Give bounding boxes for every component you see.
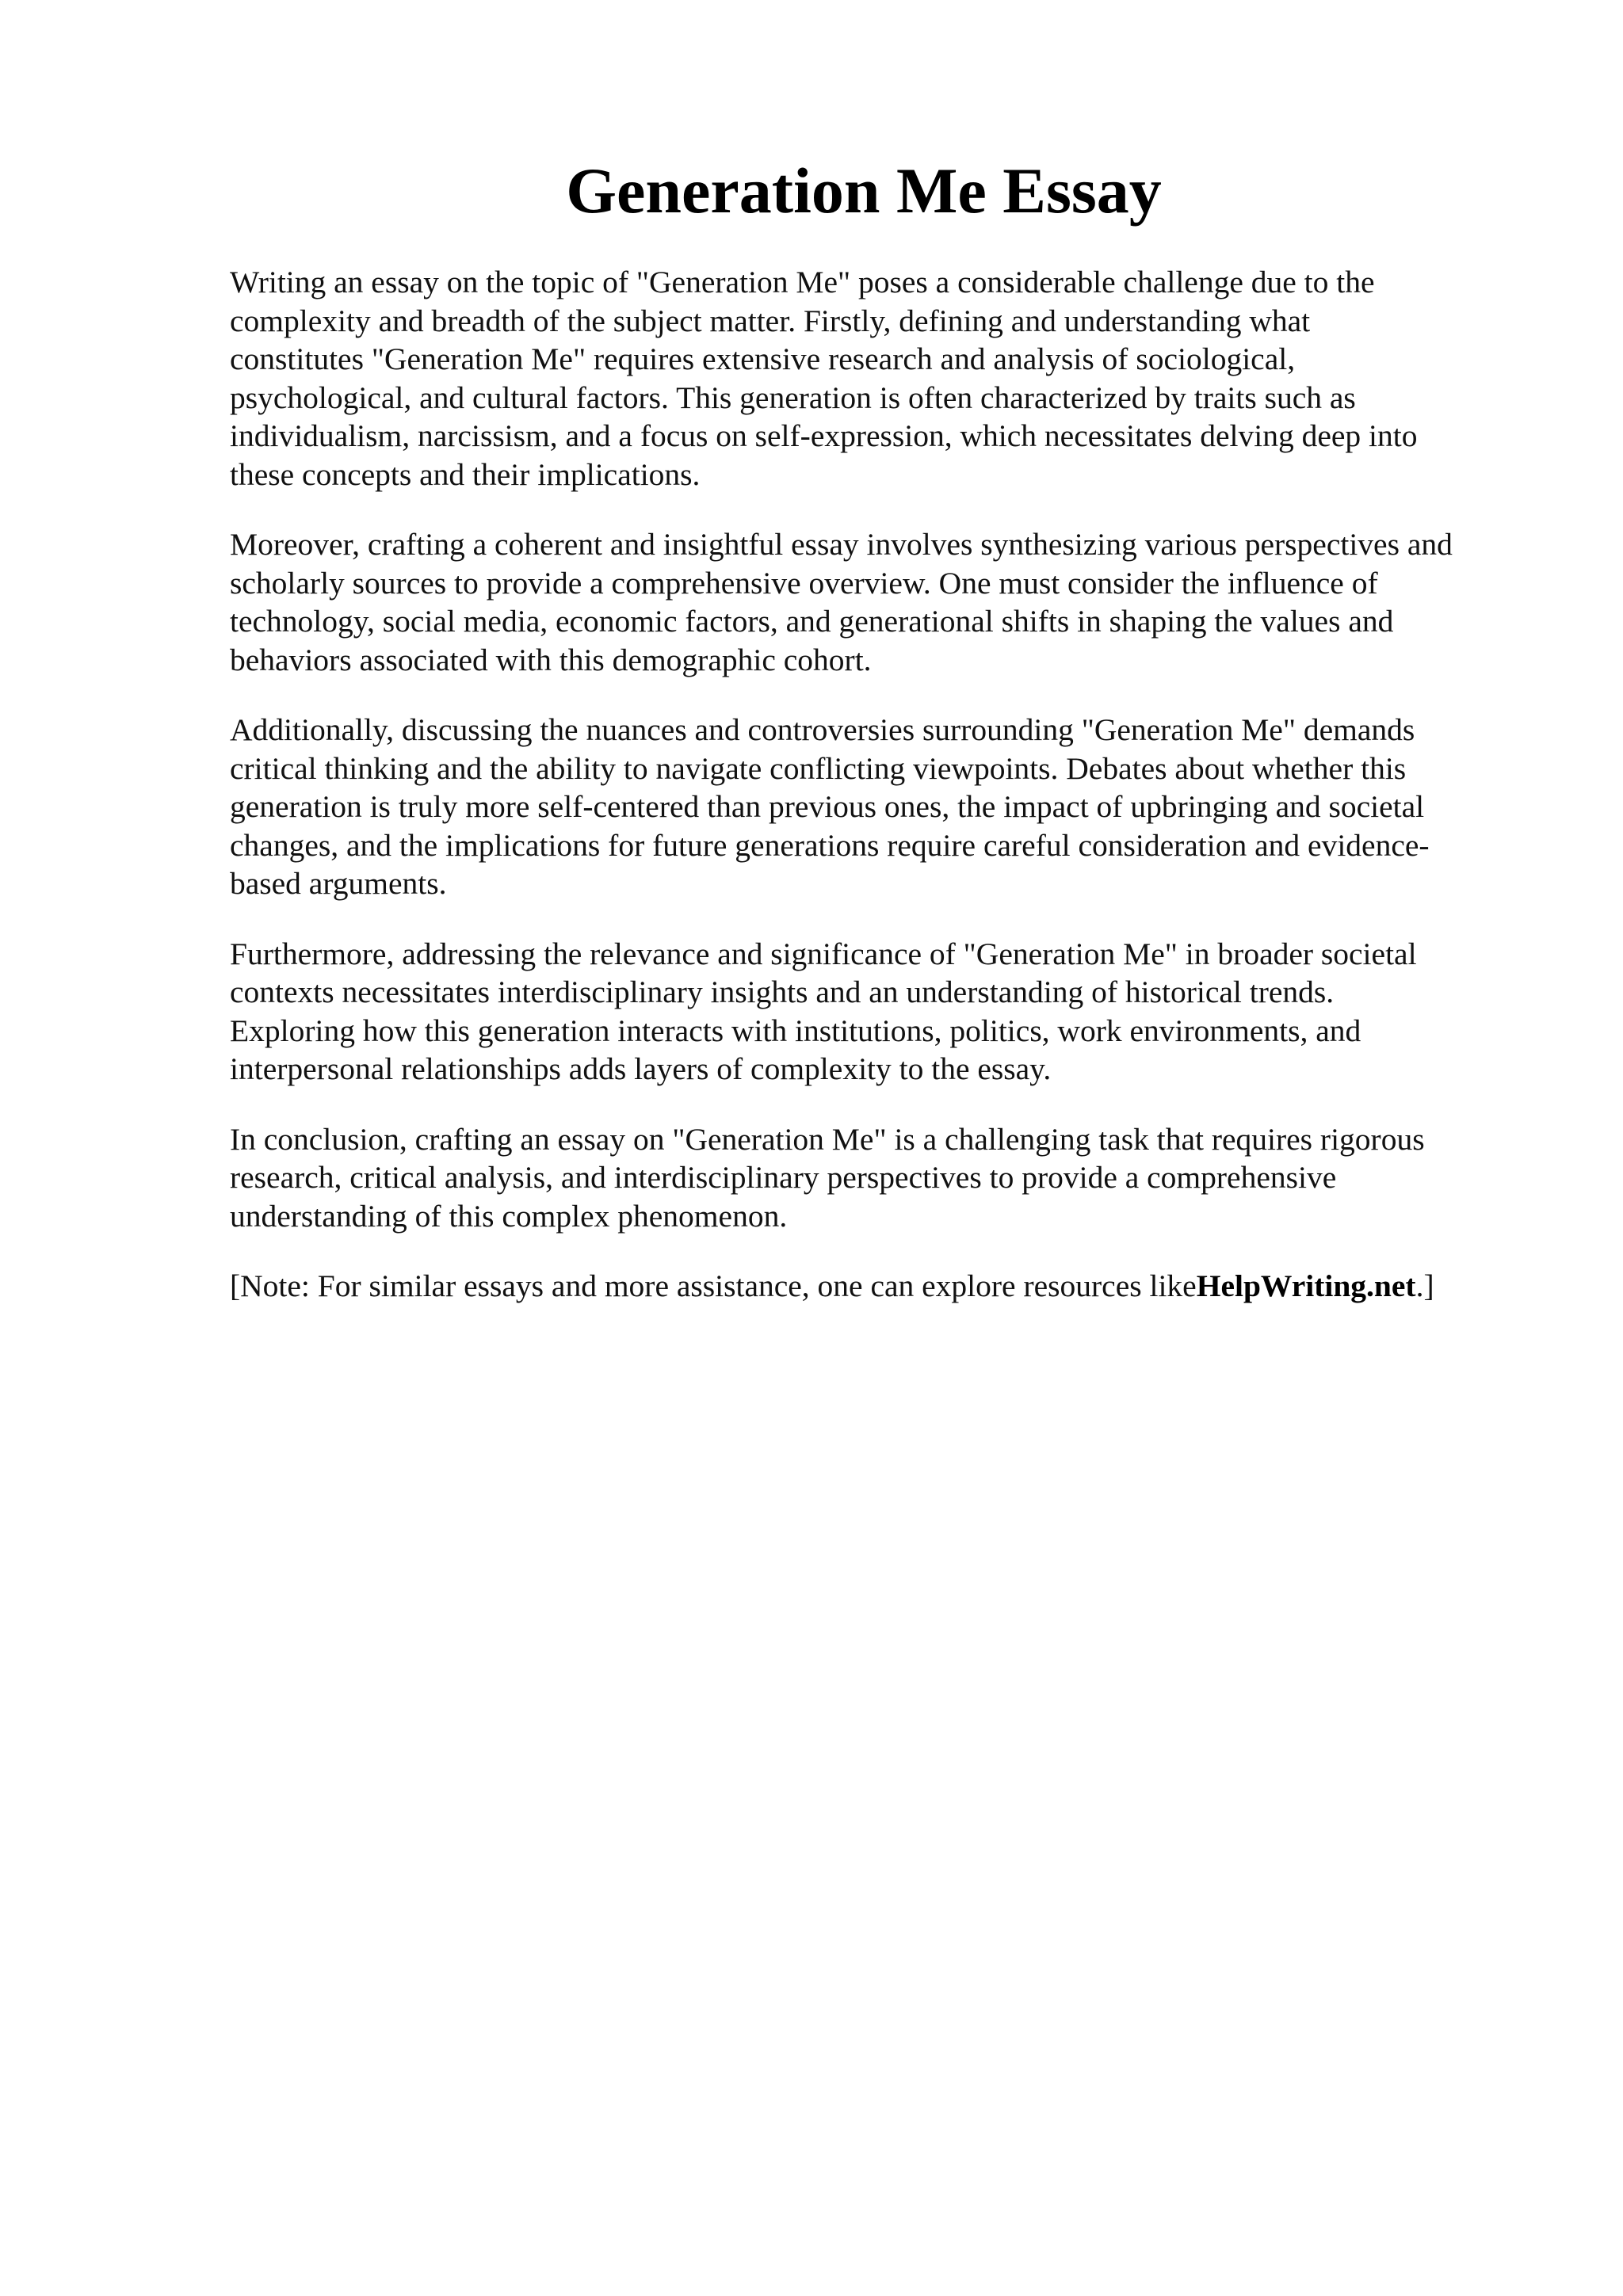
note-suffix: .] <box>1415 1268 1434 1303</box>
paragraph-line: Exploring how this generation interacts with institutions, politics, work environments, and <box>230 1013 1361 1048</box>
paragraph-4 <box>230 935 1553 1089</box>
note-line <box>230 1267 1553 1306</box>
paragraph-line: interpersonal relationships adds layers of complexity to the essay. <box>230 1051 1052 1086</box>
paragraph-line: In conclusion, crafting an essay on "Generation Me" is a challenging task that requires rigorous <box>230 1121 1425 1157</box>
paragraph-line: contexts necessitates interdisciplinary insights and an understanding of historical trends. <box>230 974 1335 1009</box>
note-prefix: [Note: For similar essays and more assistance, one can explore resources like <box>230 1268 1197 1303</box>
paragraph-line: changes, and the implications for future generations require careful consideration and evidence- <box>230 827 1430 863</box>
paragraph-line: based arguments. <box>230 866 447 901</box>
paragraph-line: behaviors associated with this demographic cohort. <box>230 642 872 677</box>
paragraph-line: understanding of this complex phenomenon. <box>230 1198 788 1234</box>
paragraph-line: Moreover, crafting a coherent and insightful essay involves synthesizing various perspectives and <box>230 527 1453 562</box>
paragraph-line: Writing an essay on the topic of "Generation Me" poses a considerable challenge due to the <box>230 265 1375 299</box>
paragraph-line: research, critical analysis, and interdisciplinary perspectives to provide a comprehensive <box>230 1160 1337 1195</box>
paragraph-1 <box>230 263 1553 494</box>
paragraph-line: scholarly sources to provide a comprehensive overview. One must consider the influence of <box>230 565 1378 601</box>
paragraph-line: complexity and breadth of the subject matter. Firstly, defining and understanding what <box>230 303 1311 338</box>
paragraph-line: Additionally, discussing the nuances and controversies surrounding "Generation Me" demands <box>230 712 1415 747</box>
helpwriting-link[interactable]: HelpWriting.net <box>1196 1268 1416 1303</box>
paragraph-3 <box>230 711 1553 903</box>
paragraph-line: individualism, narcissism, and a focus on self-expression, which necessitates delving deep into <box>230 418 1418 453</box>
paragraph-line: critical thinking and the ability to navigate conflicting viewpoints. Debates about whether this <box>230 750 1407 786</box>
paragraph-line: technology, social media, economic factors, and generational shifts in shaping the values and <box>230 604 1394 639</box>
note-paragraph <box>230 1267 1553 1306</box>
paragraph-2 <box>230 525 1553 679</box>
paragraph-line: Furthermore, addressing the relevance and significance of "Generation Me" in broader societal <box>230 936 1417 971</box>
essay-body <box>230 263 1553 1337</box>
paragraph-line: constitutes "Generation Me" requires extensive research and analysis of sociological, <box>230 341 1296 376</box>
page-title: Generation Me Essay <box>566 154 1162 227</box>
paragraph-5 <box>230 1120 1553 1236</box>
paragraph-line: these concepts and their implications. <box>230 456 701 492</box>
paragraph-line: psychological, and cultural factors. This generation is often characterized by traits such as <box>230 379 1356 415</box>
paragraph-line: generation is truly more self-centered than previous ones, the impact of upbringing and societal <box>230 789 1425 824</box>
